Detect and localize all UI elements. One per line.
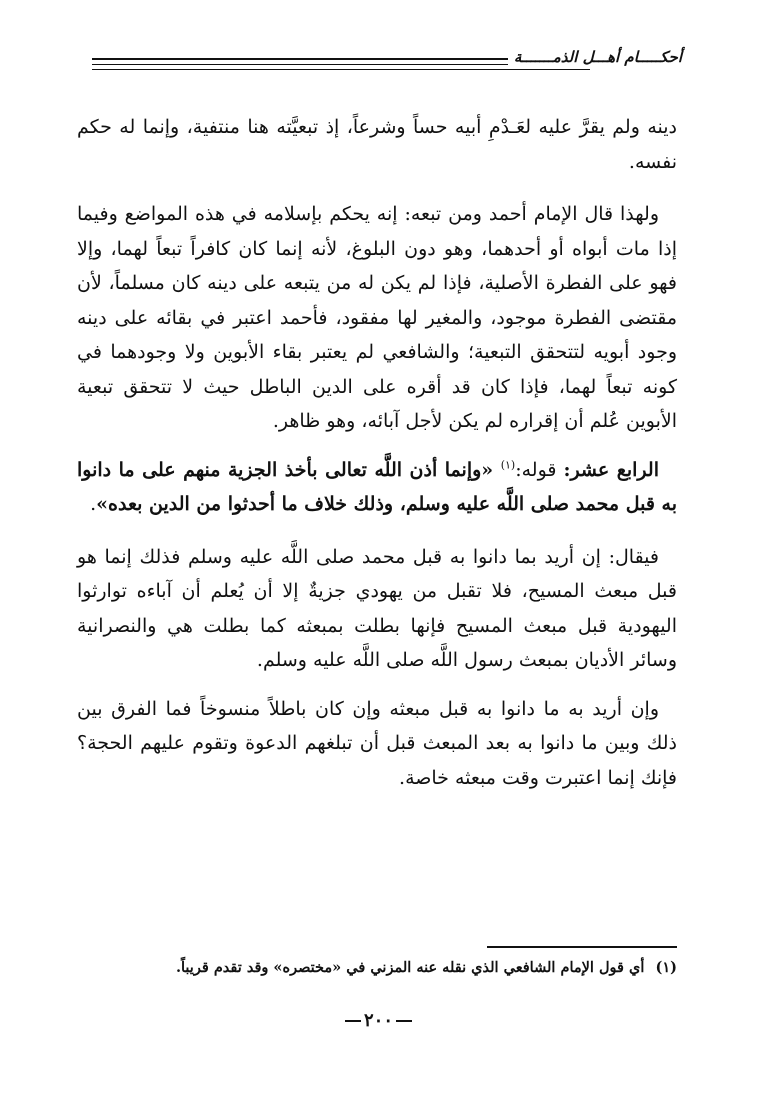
footnote-separator bbox=[487, 946, 677, 948]
running-header bbox=[92, 48, 682, 78]
header-rule-thin bbox=[92, 69, 590, 70]
page-number-value: ٢٠٠ bbox=[363, 1010, 393, 1031]
paragraph-4: فيقال: إن أريد بما دانوا به قبل محمد صلى اللَّه عليه وسلم فذلك إنما هو قبل مبعث المسيح، فلا تقبل من يهودي جزيةٌ إلا أن يُعلم أن آباءه توارثوا اليهودية قبل مبعث المسيح فإنها بطلت بمبعثه كما بطلت هي والنصرانية وسائر الأديان بمبعث رسول اللَّه صلى اللَّه عليه وسلم. bbox=[77, 545, 677, 671]
paragraph-5: وإن أريد به ما دانوا به قبل مبعثه وإن كان باطلاً منسوخاً فما الفرق بين ذلك وبين ما دانوا به بعد المبعث قبل أن تبلغهم الدعوة وتقوم عليهم الحجة؟ فإنك إنما اعتبرت وقت مبعثه خاصة. bbox=[77, 697, 677, 789]
footnote-text: أي قول الإمام الشافعي الذي نقله عنه المزني في «مختصره» وقد تقدم قريباً. bbox=[175, 959, 645, 976]
page-number-dash-right bbox=[396, 1020, 412, 1022]
page-number bbox=[0, 1010, 757, 1031]
section-intro: قوله: bbox=[515, 458, 564, 481]
footnote-reference[interactable]: (١) bbox=[500, 458, 516, 472]
footnote-number: (١) bbox=[655, 959, 677, 976]
section-lead: الرابع عشر: bbox=[563, 458, 659, 481]
book-title: أحكـــــام أهـــل الذمـــــــة bbox=[508, 48, 682, 66]
main-text bbox=[77, 110, 677, 795]
footnote bbox=[77, 957, 677, 979]
page-number-dash-left bbox=[345, 1020, 361, 1022]
quote-end: . bbox=[90, 493, 97, 515]
quoted-text: «وإنما أذن اللَّه تعالى بأخذ الجزية منهم على ما دانوا به قبل محمد صلى اللَّه عليه وسلم، وذلك خلاف ما أحدثوا من الدين بعده» bbox=[77, 458, 677, 515]
paragraph-3 bbox=[77, 453, 677, 522]
paragraph-1: دينه ولم يقرَّ عليه لعَـدْمِ أبيه حساً وشرعاً، إذ تبعيَّته هنا منتفية، وإنما له حكم نفسه. bbox=[77, 116, 677, 173]
paragraph-2: ولهذا قال الإمام أحمد ومن تبعه: إنه يحكم بإسلامه في هذه المواضع وفيما إذا مات أبواه أو أحدهما، وهو دون البلوغ، لأنه إنما كان كافراً تبعاً لهما، وإلا فهو على الفطرة الأصلية، فإذا لم يكن له من يتبعه على دينه كان مسلماً، لأن مقتضى الفطرة موجود، والمغير لها مفقود، فأحمد اعتبر في بقائه على دينه وجود أبويه لتتحقق التبعية؛ والشافعي لم يعتبر بقاء الأبوين ولا وجودهما في كونه تبعاً لهما، فإذا كان قد أقره على الدين الباطل حيث لا تتحقق تبعية الأبوين عُلم أن إقراره لم يكن لأجل آبائه، وهو ظاهر. bbox=[77, 203, 677, 432]
